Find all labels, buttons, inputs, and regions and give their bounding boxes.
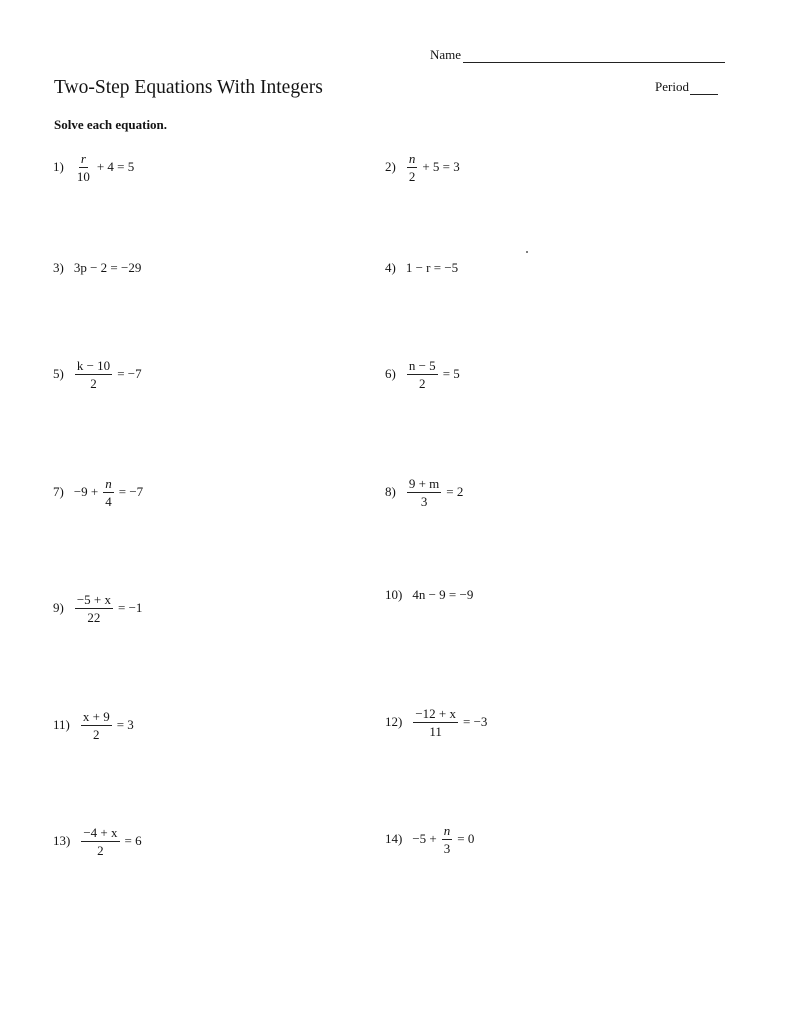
- numerator: r: [80, 150, 86, 166]
- equation-right: = 3: [116, 717, 134, 732]
- problem-12: [385, 700, 489, 744]
- period-line[interactable]: [690, 82, 718, 95]
- denominator: 2: [408, 168, 416, 184]
- numerator: 9 + m: [408, 475, 440, 491]
- denominator: 2: [93, 726, 100, 742]
- fraction: [407, 476, 441, 509]
- numerator: n − 5: [408, 357, 436, 373]
- equation-left: −9 +: [73, 484, 99, 499]
- denominator: 2: [419, 375, 426, 391]
- fraction: [75, 358, 112, 391]
- period-field[interactable]: [655, 79, 718, 95]
- problem-number: 3): [53, 260, 64, 275]
- problem-number: 14): [385, 831, 403, 846]
- problem-5: [53, 352, 144, 396]
- denominator: 2: [97, 842, 104, 858]
- scan-speck: [526, 251, 528, 253]
- problem-6: [385, 352, 462, 396]
- numerator: −4 + x: [83, 824, 118, 840]
- numerator: n: [408, 150, 416, 166]
- problem-11: [53, 703, 136, 747]
- equation-right: = 5: [442, 366, 460, 381]
- equation-right: = 2: [446, 484, 464, 499]
- problem-8: [385, 470, 465, 514]
- equation-right: = 0: [457, 831, 475, 846]
- equation-right: = −7: [118, 484, 144, 499]
- problem-number: 6): [385, 366, 396, 381]
- fraction: [81, 825, 119, 858]
- equation: 4n − 9 = −9: [412, 587, 474, 602]
- worksheet-title: Two-Step Equations With Integers: [54, 77, 323, 98]
- problem-2: [385, 145, 462, 189]
- problem-number: 2): [385, 159, 396, 174]
- equation-left: −5 +: [412, 831, 437, 846]
- fraction: [407, 151, 418, 184]
- equation-right: + 4 = 5: [96, 159, 135, 174]
- denominator: 11: [429, 723, 442, 739]
- fraction: [75, 151, 92, 184]
- fraction: [442, 823, 453, 856]
- problem-number: 8): [385, 484, 396, 499]
- equation: 3p − 2 = −29: [73, 260, 142, 275]
- fraction: [81, 709, 112, 742]
- problem-number: 4): [385, 260, 396, 275]
- numerator: −12 + x: [415, 705, 457, 721]
- denominator: 10: [76, 168, 90, 184]
- equation: 1 − r = −5: [405, 260, 459, 275]
- problem-13: [53, 819, 144, 863]
- denominator: 4: [105, 493, 112, 509]
- problem-number: 1): [53, 159, 64, 174]
- name-field[interactable]: [430, 47, 725, 63]
- equation-right: = −7: [117, 366, 142, 381]
- problem-number: 9): [53, 600, 64, 615]
- equation-right: = 6: [124, 833, 142, 848]
- denominator: 2: [90, 375, 97, 391]
- numerator: n: [105, 475, 112, 491]
- problem-number: 12): [385, 714, 403, 729]
- fraction: [413, 706, 458, 739]
- fraction: [103, 476, 114, 509]
- numerator: n: [443, 822, 451, 838]
- equation-right: + 5 = 3: [422, 159, 460, 174]
- problem-number: 10): [385, 587, 403, 602]
- problem-3: [53, 246, 143, 290]
- problem-number: 13): [53, 833, 71, 848]
- period-label: Period: [655, 79, 689, 94]
- problem-number: 11): [53, 717, 70, 732]
- denominator: 3: [420, 493, 428, 509]
- denominator: 3: [443, 840, 451, 856]
- name-line[interactable]: [463, 50, 725, 63]
- fraction: [407, 358, 438, 391]
- equation-right: = −3: [463, 714, 488, 729]
- equation-right: = −1: [118, 600, 143, 615]
- problem-1: [53, 145, 136, 189]
- numerator: −5 + x: [76, 591, 112, 607]
- problem-10: [385, 573, 475, 617]
- fraction: [75, 592, 113, 625]
- problem-number: 7): [53, 484, 64, 499]
- problem-number: 5): [53, 366, 64, 381]
- denominator: 22: [87, 609, 101, 625]
- problem-7: [53, 470, 145, 514]
- problem-4: [385, 246, 460, 290]
- numerator: x + 9: [82, 708, 110, 724]
- name-label: Name: [430, 47, 462, 62]
- instructions: Solve each equation.: [54, 117, 168, 132]
- problem-9: [53, 586, 144, 630]
- problem-14: [385, 817, 476, 861]
- numerator: k − 10: [76, 357, 111, 373]
